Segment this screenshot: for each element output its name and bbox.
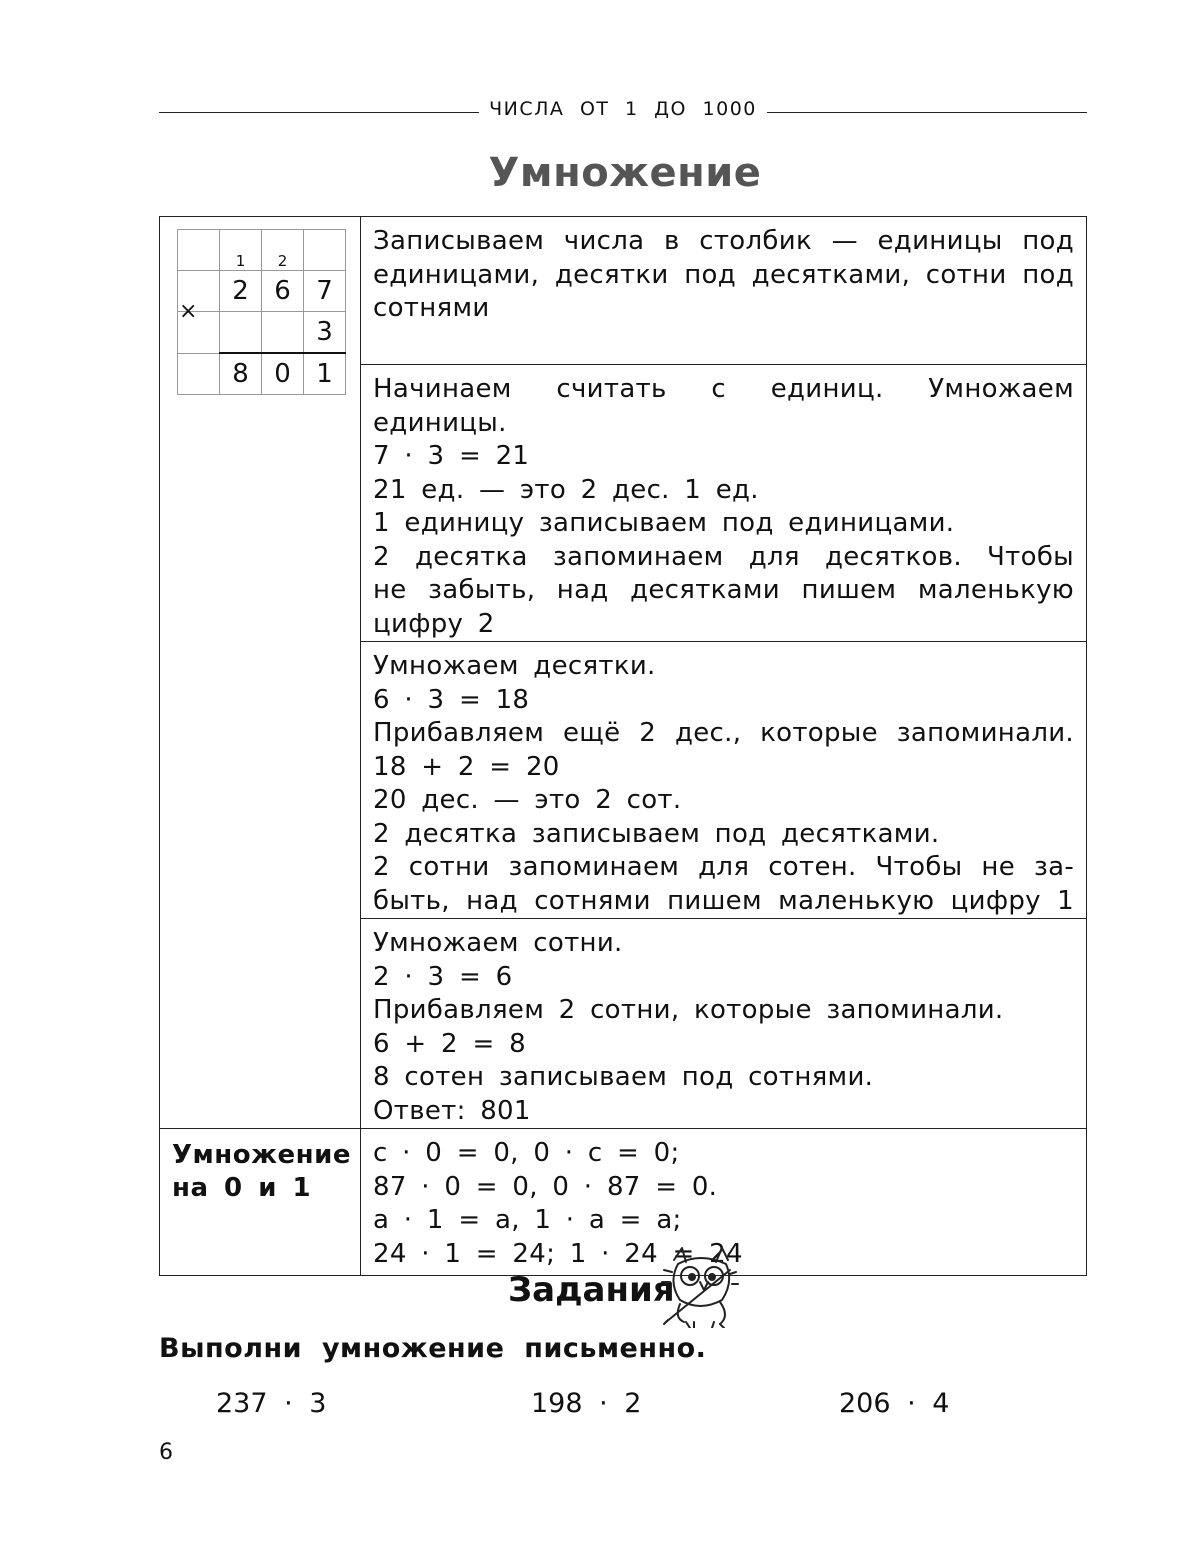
step-cell-1 bbox=[361, 217, 1087, 365]
task-expression: 237 · 3 bbox=[216, 1388, 327, 1419]
rule-line: а · 1 = а, 1 · а = а; bbox=[373, 1205, 682, 1235]
step-line: 2 десятка запоминаем для десятков. Чтобы bbox=[373, 541, 1074, 572]
multiplicand-digit: 6 bbox=[262, 271, 304, 312]
grid-cell bbox=[262, 312, 304, 354]
page-title: Умножение bbox=[488, 150, 762, 196]
rule-label: Умножение bbox=[172, 1140, 351, 1170]
step-line: быть, над сотнями пишем маленькую цифру 1 bbox=[373, 885, 1074, 916]
carry-digit: 2 bbox=[262, 230, 304, 271]
result-digit: 8 bbox=[220, 353, 262, 395]
rule-line: 87 · 0 = 0, 0 · 87 = 0. bbox=[373, 1171, 718, 1202]
owl-with-pencil-icon bbox=[660, 1242, 742, 1332]
multiplier-digit: 3 bbox=[304, 312, 346, 354]
step-line: 1 единицу записываем под единицами. bbox=[373, 508, 955, 538]
step-line: Начинаем считать с единиц. Умножаем единицы. bbox=[373, 374, 1074, 438]
step-line: Прибавляем 2 сотни, которые запоминали. bbox=[373, 995, 1004, 1025]
explanation-table bbox=[159, 216, 1087, 1276]
grid-cell bbox=[220, 312, 262, 354]
result-digit: 1 bbox=[304, 353, 346, 395]
header-rule-right bbox=[767, 112, 1087, 113]
step-line: цифру 2 bbox=[373, 608, 495, 639]
step-line: 7 · 3 = 21 bbox=[373, 441, 530, 471]
step-line: 2 сотни запоминаем для сотен. Чтобы не за- bbox=[373, 852, 1074, 882]
task-expression: 206 · 4 bbox=[839, 1388, 950, 1419]
step-line: не забыть, над десятками пишем маленькую bbox=[373, 575, 1074, 605]
column-example-cell bbox=[160, 217, 361, 1129]
multiplicand-digit: 2 bbox=[220, 271, 262, 312]
rule-line: с · 0 = 0, 0 · с = 0; bbox=[373, 1138, 680, 1168]
answer-line: Ответ: 801 bbox=[373, 1095, 531, 1126]
result-digit: 0 bbox=[262, 353, 304, 395]
step-line: 6 + 2 = 8 bbox=[373, 1028, 526, 1059]
step-cell-3 bbox=[361, 642, 1087, 919]
header-rule-left bbox=[159, 112, 479, 113]
task-expression: 198 · 2 bbox=[531, 1388, 642, 1419]
multiply-sign: × bbox=[179, 299, 198, 324]
carry-digit: 1 bbox=[220, 230, 262, 271]
rule-line: 24 · 1 = 24; 1 · 24 = 24 bbox=[373, 1238, 743, 1269]
page-number: 6 bbox=[159, 1440, 173, 1465]
grid-cell bbox=[178, 353, 220, 395]
multiplicand-digit: 7 bbox=[304, 271, 346, 312]
rule-label: на 0 и 1 bbox=[172, 1173, 312, 1203]
step-line: Записываем числа в столбик — единицы под bbox=[373, 226, 1074, 256]
step-line: единицами, десятки под десятками, сотни под bbox=[373, 259, 1074, 290]
tasks-heading: Задания bbox=[508, 1270, 675, 1310]
running-title: ЧИСЛА ОТ 1 ДО 1000 bbox=[489, 98, 757, 120]
grid-cell bbox=[304, 230, 346, 271]
step-line: Прибавляем ещё 2 дес., которые запоминали. bbox=[373, 718, 1074, 748]
step-line: 8 сотен записываем под сотнями. bbox=[373, 1062, 874, 1092]
task-instruction: Выполни умножение письменно. bbox=[159, 1333, 707, 1364]
step-line: 20 дес. — это 2 сот. bbox=[373, 785, 682, 815]
step-cell-4 bbox=[361, 919, 1087, 1129]
step-line: Умножаем десятки. bbox=[373, 651, 656, 681]
step-line: Умножаем сотни. bbox=[373, 928, 623, 958]
step-line: 21 ед. — это 2 дес. 1 ед. bbox=[373, 474, 759, 505]
step-line: 2 десятка записываем под десятками. bbox=[373, 818, 940, 849]
rule-label-cell bbox=[160, 1129, 361, 1276]
column-multiplication-grid bbox=[177, 229, 346, 395]
step-cell-2 bbox=[361, 365, 1087, 642]
grid-cell bbox=[178, 230, 220, 271]
step-line: сотнями bbox=[373, 293, 490, 323]
step-line: 18 + 2 = 20 bbox=[373, 751, 560, 782]
step-line: 2 · 3 = 6 bbox=[373, 961, 513, 992]
step-line: 6 · 3 = 18 bbox=[373, 684, 530, 715]
